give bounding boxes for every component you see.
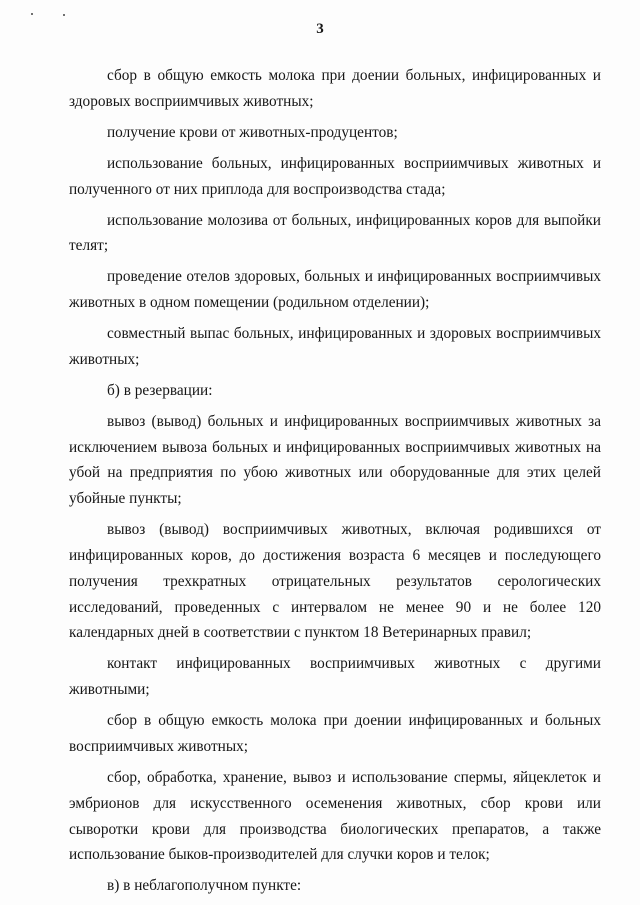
paragraph: сбор, обработка, хранение, вывоз и использование спермы, яйцеклеток и эмбрионов для искусственного осеменения животных, сбор крови или сыворотки крови для производства биологических препаратов, а также использование быков-производителей для случки коров и телок; (69, 768, 601, 864)
section-heading: в) в неблагополучном пункте: (107, 877, 302, 895)
paragraph: получение крови от животных-продуцентов; (107, 123, 398, 141)
paragraph: использование молозива от больных, инфицированных коров для выпойки телят; (69, 211, 601, 255)
scan-speck (63, 14, 65, 16)
paragraph: сбор в общую емкость молока при доении больных, инфицированных и здоровых восприимчивых животных; (69, 67, 601, 110)
paragraph: вывоз (вывод) больных и инфицированных восприимчивых животных за исключением вывоза больных и инфицированных восприимчивых животных на убой на предприятия по убою животных или оборудованные для этих целей убойные пункты; (69, 412, 601, 508)
document-body (69, 63, 601, 904)
page-number: 3 (316, 21, 324, 37)
scan-speck (31, 13, 33, 15)
paragraph: проведение отелов здоровых, больных и инфицированных восприимчивых животных в одном помещении (родильном отделении); (69, 268, 601, 312)
paragraph: контакт инфицированных восприимчивых животных с другими животными; (69, 655, 601, 699)
paragraph: совместный выпас больных, инфицированных и здоровых восприимчивых животных; (69, 325, 601, 368)
paragraph: использование больных, инфицированных восприимчивых животных и полученного от них приплода для воспроизводства стада; (69, 154, 601, 198)
paragraph: вывоз (вывод) восприимчивых животных, включая родившихся от инфицированных коров, до достижения возраста 6 месяцев и последующего получения трехкратных отрицательных результатов серологических исследований, проведенных с интервалом не менее 90 и не более 120 календарных дней в соответствии с пунктом 18 Ветеринарных правил; (69, 521, 601, 642)
paragraph: сбор в общую емкость молока при доении инфицированных и больных восприимчивых животных; (69, 712, 601, 755)
section-heading: б) в резервации: (107, 381, 213, 399)
